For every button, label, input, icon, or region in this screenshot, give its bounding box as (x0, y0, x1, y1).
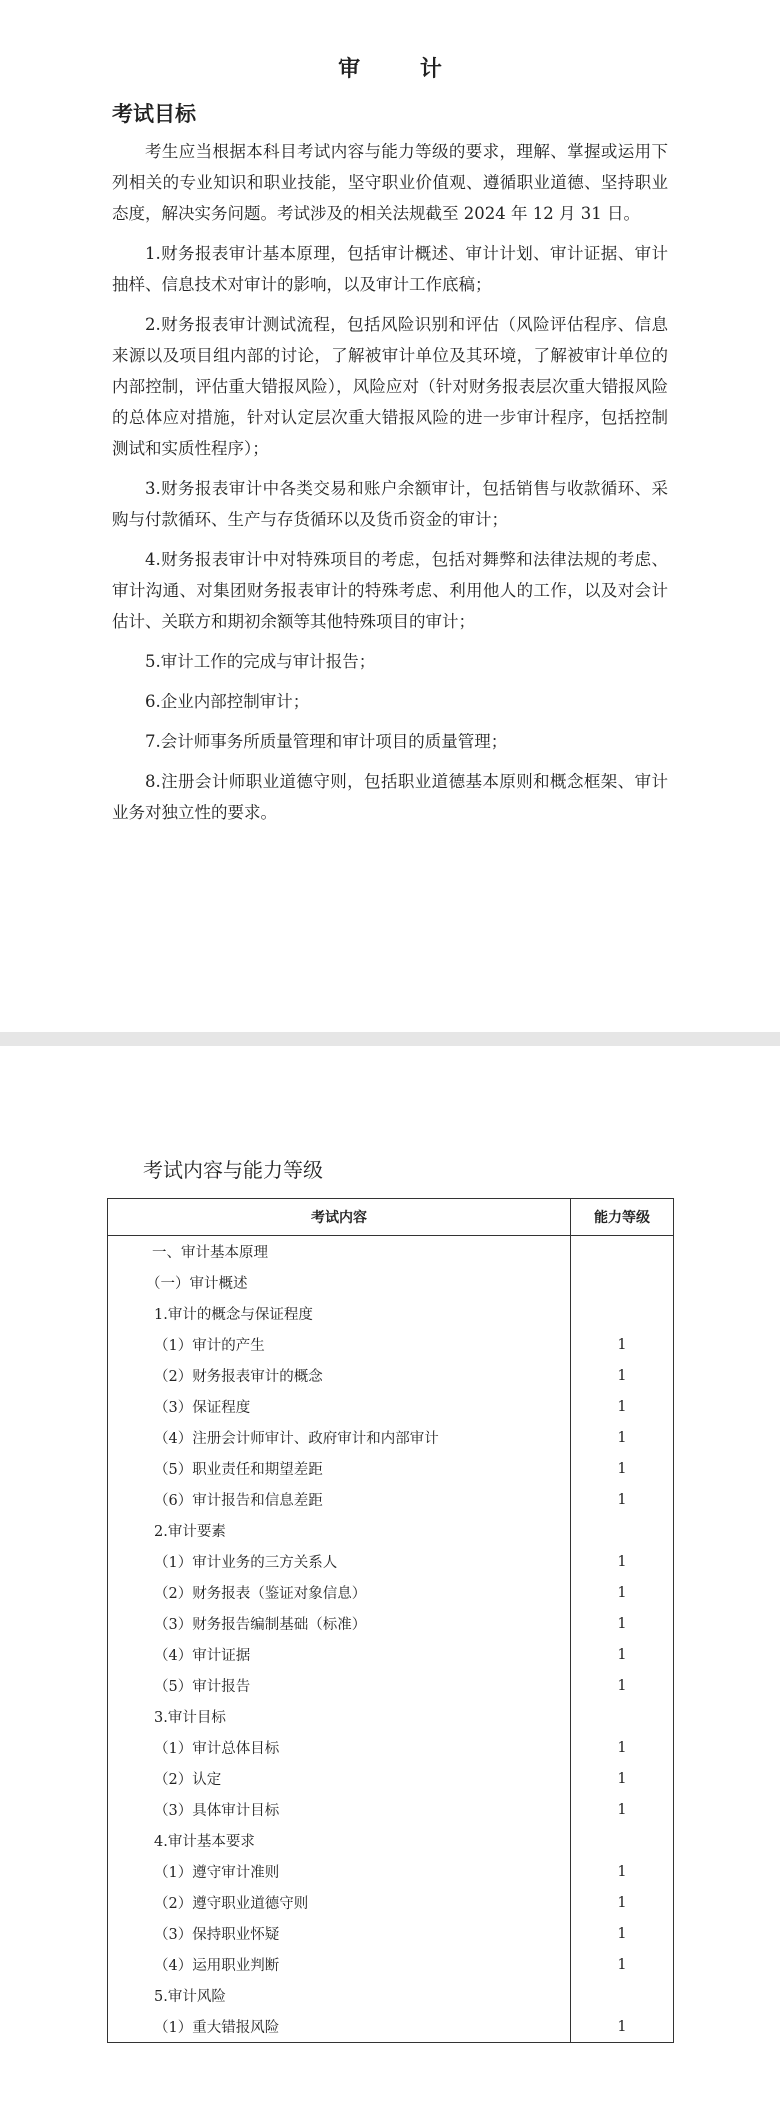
content-cell: （1）审计的产生 (108, 1329, 571, 1360)
level-cell: 1 (571, 2011, 674, 2043)
table-row (108, 1980, 674, 2011)
level-cell: 1 (571, 1360, 674, 1391)
paragraph-item-1: 1.财务报表审计基本原理，包括审计概述、审计计划、审计证据、审计抽样、信息技术对审计的影响，以及审计工作底稿； (112, 244, 668, 294)
content-cell: （5）审计报告 (108, 1670, 571, 1701)
level-cell: 1 (571, 1391, 674, 1422)
level-cell: 1 (571, 1887, 674, 1918)
content-cell: （2）认定 (108, 1763, 571, 1794)
paragraph-item-2: 2.财务报表审计测试流程，包括风险识别和评估（风险评估程序、信息来源以及项目组内部的讨论，了解被审计单位及其环境，了解被审计单位的内部控制，评估重大错报风险），风险应对（针对财务报表层次重大错报风险的总体应对措施，针对认定层次重大错报风险的进一步审计程序，包括控制测试和实质性程序）； (112, 315, 668, 458)
table-row (108, 1825, 674, 1856)
level-cell: 1 (571, 1453, 674, 1484)
level-cell (571, 1701, 674, 1732)
level-cell: 1 (571, 1422, 674, 1453)
table-row (108, 1484, 674, 1515)
table-row (108, 1391, 674, 1422)
paragraph-item-4: 4.财务报表审计中对特殊项目的考虑，包括对舞弊和法律法规的考虑、审计沟通、对集团财务报表审计的特殊考虑、利用他人的工作，以及对会计估计、关联方和期初余额等其他特殊项目的审计； (112, 550, 668, 631)
table-header-row (108, 1199, 674, 1236)
content-cell: （2）财务报表（鉴证对象信息） (108, 1577, 571, 1608)
content-cell: 4.审计基本要求 (108, 1825, 571, 1856)
table-row (108, 1422, 674, 1453)
level-cell: 1 (571, 1949, 674, 1980)
content-cell: （4）审计证据 (108, 1639, 571, 1670)
table-row (108, 1360, 674, 1391)
header-level: 能力等级 (571, 1199, 674, 1236)
table-row (108, 1298, 674, 1329)
paragraph-item-6: 6.企业内部控制审计； (145, 692, 310, 711)
content-cell: （5）职业责任和期望差距 (108, 1453, 571, 1484)
content-cell: （1）审计业务的三方关系人 (108, 1546, 571, 1577)
content-cell: （3）具体审计目标 (108, 1794, 571, 1825)
table-row (108, 1763, 674, 1794)
content-cell: 1.审计的概念与保证程度 (108, 1298, 571, 1329)
level-cell: 1 (571, 1763, 674, 1794)
paragraph-item-3: 3.财务报表审计中各类交易和账户余额审计，包括销售与收款循环、采购与付款循环、生产与存货循环以及货币资金的审计； (112, 479, 668, 529)
content-cell: （一）审计概述 (108, 1267, 571, 1298)
table-row (108, 1546, 674, 1577)
table-row (108, 1267, 674, 1298)
table-row (108, 1732, 674, 1763)
content-cell: （4）注册会计师审计、政府审计和内部审计 (108, 1422, 571, 1453)
paragraph-item-8: 8.注册会计师职业道德守则，包括职业道德基本原则和概念框架、审计业务对独立性的要求。 (112, 772, 668, 822)
content-cell: （4）运用职业判断 (108, 1949, 571, 1980)
content-cell: 3.审计目标 (108, 1701, 571, 1732)
header-content: 考试内容 (108, 1199, 571, 1236)
table-body (108, 1236, 674, 2043)
document-title: 审 计 (338, 57, 468, 82)
content-cell: （1）重大错报风险 (108, 2011, 571, 2043)
level-cell (571, 1825, 674, 1856)
paragraph-item-7: 7.会计师事务所质量管理和审计项目的质量管理； (145, 732, 508, 751)
content-cell: 5.审计风险 (108, 1980, 571, 2011)
table-row (108, 1236, 674, 1268)
paragraph-item-5: 5.审计工作的完成与审计报告； (145, 652, 376, 671)
content-cell: 一、审计基本原理 (108, 1236, 571, 1268)
level-cell (571, 1267, 674, 1298)
level-cell: 1 (571, 1546, 674, 1577)
content-cell: （3）保证程度 (108, 1391, 571, 1422)
table-section-heading: 考试内容与能力等级 (143, 1158, 323, 1182)
table-row (108, 1577, 674, 1608)
content-cell: 2.审计要素 (108, 1515, 571, 1546)
table-row (108, 2011, 674, 2043)
level-cell: 1 (571, 1794, 674, 1825)
level-cell: 1 (571, 1329, 674, 1360)
level-cell: 1 (571, 1608, 674, 1639)
table-row (108, 1887, 674, 1918)
table-row (108, 1918, 674, 1949)
content-cell: （2）财务报表审计的概念 (108, 1360, 571, 1391)
level-cell (571, 1980, 674, 2011)
level-cell: 1 (571, 1670, 674, 1701)
content-cell: （3）保持职业怀疑 (108, 1918, 571, 1949)
table-row (108, 1608, 674, 1639)
level-cell: 1 (571, 1732, 674, 1763)
level-cell: 1 (571, 1577, 674, 1608)
level-cell: 1 (571, 1639, 674, 1670)
content-cell: （3）财务报告编制基础（标准） (108, 1608, 571, 1639)
table-row (108, 1639, 674, 1670)
objectives-body (112, 136, 668, 837)
level-cell: 1 (571, 1856, 674, 1887)
content-cell: （1）审计总体目标 (108, 1732, 571, 1763)
level-cell: 1 (571, 1484, 674, 1515)
level-cell (571, 1515, 674, 1546)
section-heading-exam-objectives: 考试目标 (112, 102, 196, 126)
table-row (108, 1453, 674, 1484)
table-row (108, 1670, 674, 1701)
paragraph-intro: 考生应当根据本科目考试内容与能力等级的要求，理解、掌握或运用下列相关的专业知识和职业技能，坚守职业价值观、遵循职业道德、坚持职业态度，解决实务问题。考试涉及的相关法规截至 2024 年 12 月 31 日。 (112, 142, 668, 223)
table-row (108, 1329, 674, 1360)
table-row (108, 1794, 674, 1825)
page-separator (0, 1032, 780, 1046)
level-cell: 1 (571, 1918, 674, 1949)
content-cell: （1）遵守审计准则 (108, 1856, 571, 1887)
table-row (108, 1949, 674, 1980)
level-cell (571, 1236, 674, 1268)
content-level-table (107, 1198, 674, 2043)
table-row (108, 1515, 674, 1546)
document-page-1 (0, 0, 780, 1032)
level-cell (571, 1298, 674, 1329)
document-page-2 (0, 1046, 780, 2109)
content-cell: （6）审计报告和信息差距 (108, 1484, 571, 1515)
table-row (108, 1701, 674, 1732)
content-cell: （2）遵守职业道德守则 (108, 1887, 571, 1918)
table-row (108, 1856, 674, 1887)
